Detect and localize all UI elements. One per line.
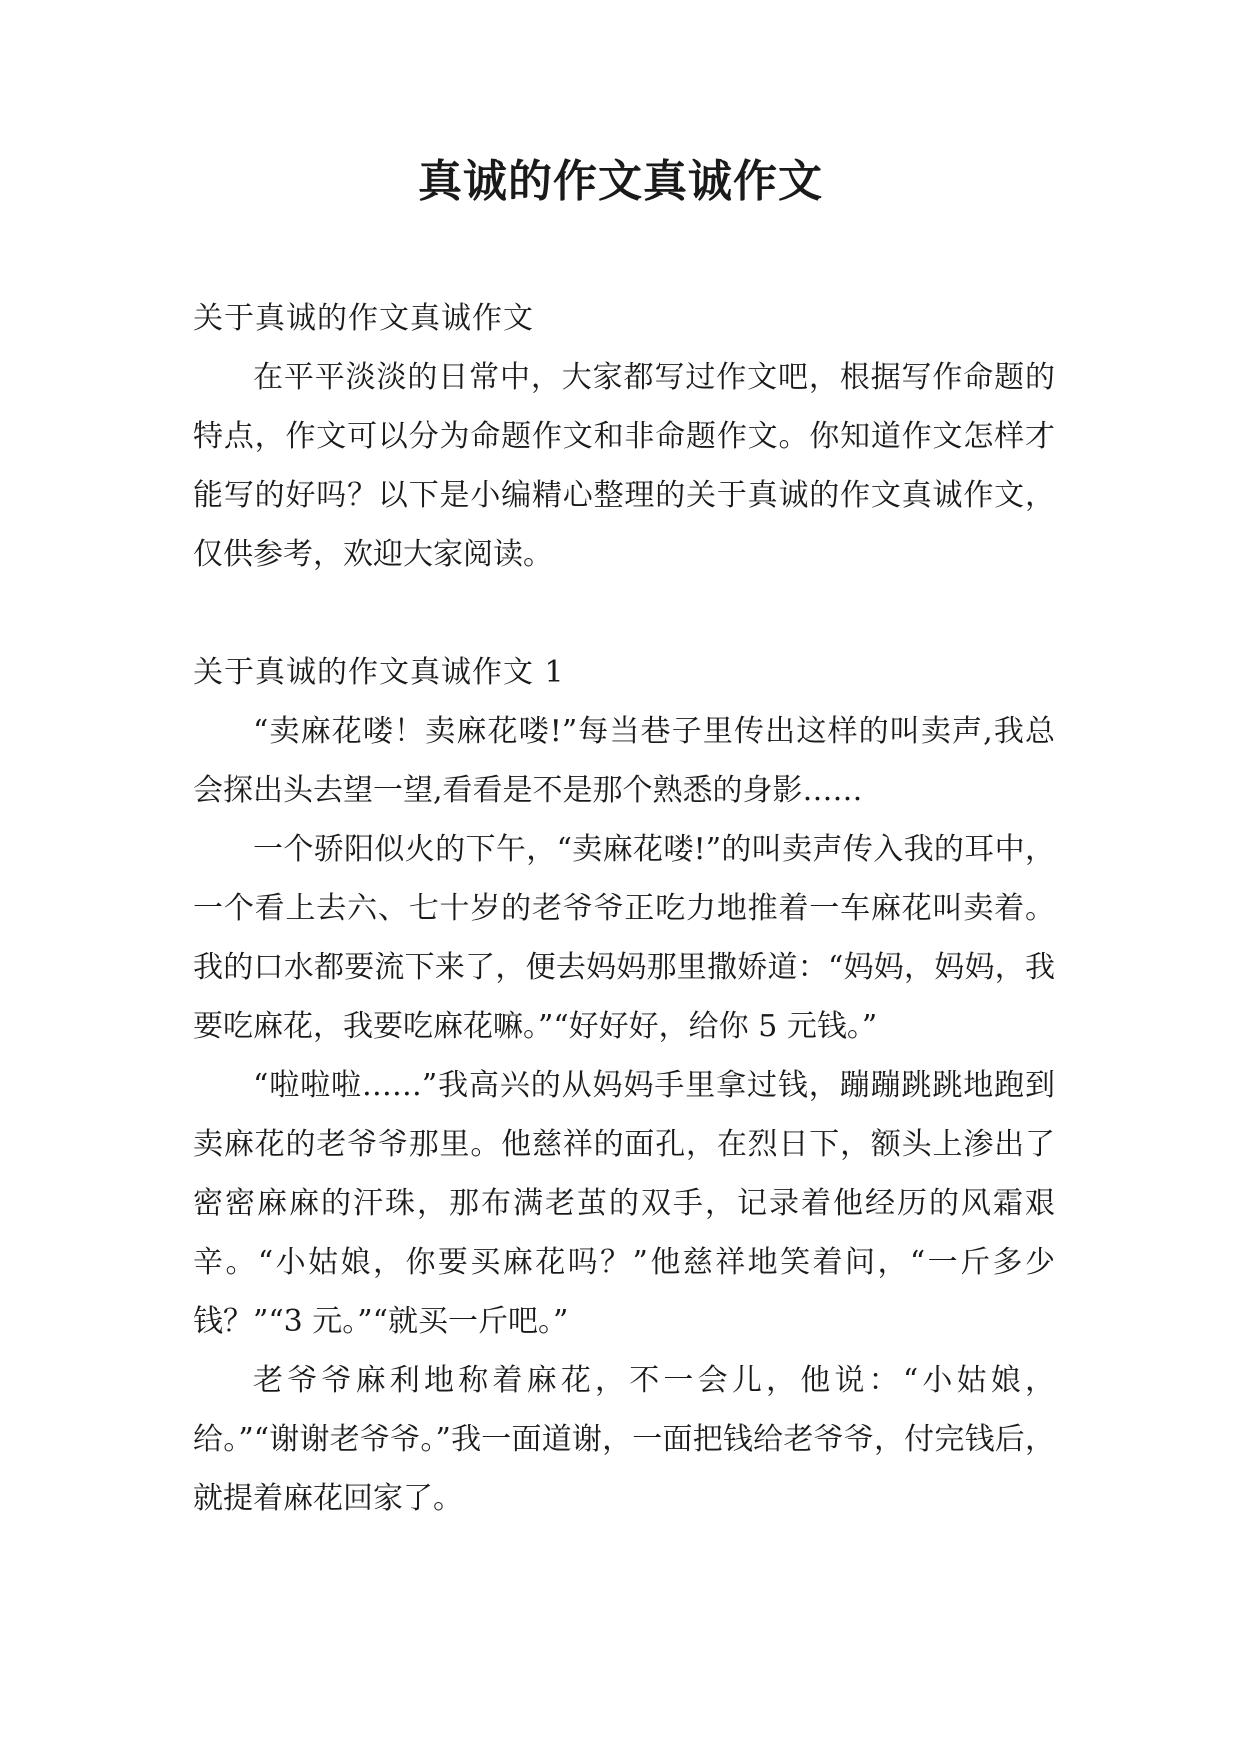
intro-paragraph: 在平平淡淡的日常中，大家都写过作文吧，根据写作命题的特点，作文可以分为命题作文和非命题作文。你知道作文怎样才能写的好吗？以下是小编精心整理的关于真诚的作文真诚作文，仅供参考，欢迎大家阅读。 — [193, 360, 1055, 572]
document-body — [193, 289, 1055, 1528]
body-paragraph: 一个骄阳似火的下午，“卖麻花喽!”的叫卖声传入我的耳中，一个看上去六、七十岁的老爷爷正吃力地推着一车麻花叫卖着。我的口水都要流下来了，便去妈妈那里撒娇道：“妈妈，妈妈，我要吃麻花，我要吃麻花嘛。”“好好好，给你 5 元钱。” — [193, 832, 1055, 1044]
body-paragraph: “卖麻花喽！卖麻花喽!”每当巷子里传出这样的叫卖声,我总会探出头去望一望,看看是不是那个熟悉的身影…… — [193, 714, 1055, 808]
document-subtitle: 关于真诚的作文真诚作文 — [193, 301, 534, 336]
section-heading: 关于真诚的作文真诚作文 1 — [193, 655, 565, 690]
body-paragraph: 老爷爷麻利地称着麻花，不一会儿，他说：“小姑娘，给。”“谢谢老爷爷。”我一面道谢，一面把钱给老爷爷，付完钱后，就提着麻花回家了。 — [193, 1363, 1055, 1516]
section-spacer — [193, 584, 1055, 643]
body-paragraph: “啦啦啦……”我高兴的从妈妈手里拿过钱，蹦蹦跳跳地跑到卖麻花的老爷爷那里。他慈祥的面孔，在烈日下，额头上渗出了密密麻麻的汗珠，那布满老茧的双手，记录着他经历的风霜艰辛。“小姑娘，你要买麻花吗？”他慈祥地笑着问，“一斤多少钱？”“3 元。”“就买一斤吧。” — [193, 1068, 1055, 1339]
document-title: 真诚的作文真诚作文 — [418, 156, 823, 207]
